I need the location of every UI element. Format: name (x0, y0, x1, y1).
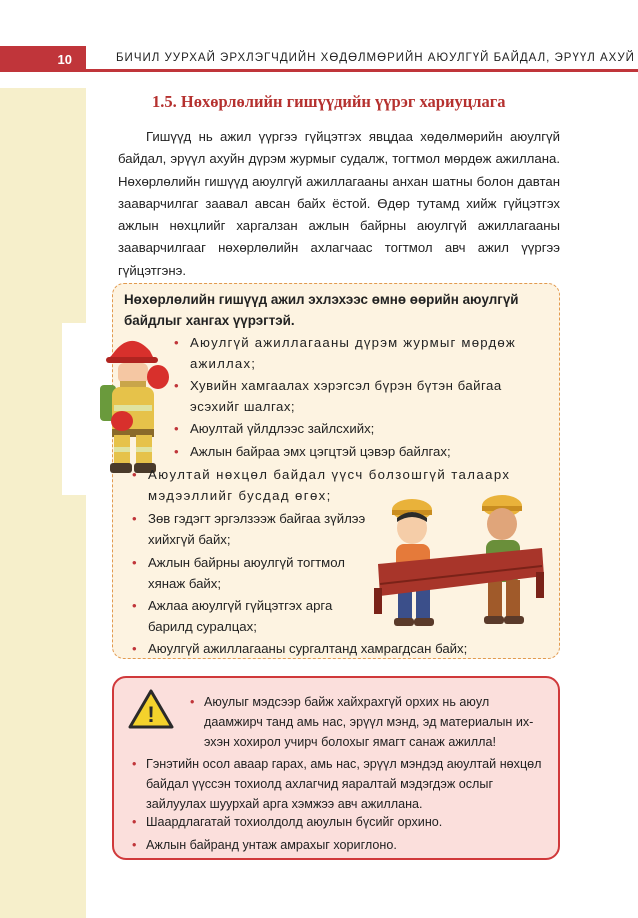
running-header: БИЧИЛ УУРХАЙ ЭРХЛЭГЧДИЙН ХӨДӨЛМӨРИЙН АЮУЛГҮЙ БАЙДАЛ, ЭРҮҮЛ АХУЙ (86, 46, 638, 72)
bullet-marker: • (132, 511, 137, 526)
warning-text: Шаардлагатай тохиолдолд аюулын бүсийг орхино. (146, 815, 443, 829)
warning-item (132, 754, 548, 815)
warning-icon (128, 688, 174, 730)
left-margin-notch (62, 323, 86, 495)
warning-text: Ажлын байранд унтаж амрахыг хориглоно. (146, 838, 397, 852)
duty-item (132, 552, 370, 594)
bullet-marker: • (174, 335, 179, 350)
bullet-marker: • (132, 815, 137, 829)
left-margin-stripe (0, 88, 86, 918)
bullet-marker: • (174, 421, 179, 436)
workers-illustration (372, 492, 548, 632)
warning-glyph: ! (147, 702, 155, 727)
duties-heading: Нөхөрлөлийн гишүүд ажил эхлэхээс өмнө өөрийн аюулгүй байдлыг хангах үүрэгтэй. (124, 292, 519, 328)
duty-text: Ажлын байрны аюулгүй тогтмол хянаж байх; (148, 555, 345, 591)
section-title: 1.5. Нөхөрлөлийн гишүүдийн үүрэг хариуцлага (152, 92, 506, 111)
bullet-marker: • (174, 444, 179, 459)
duty-text: Аюулгүй ажиллагааны дүрэм журмыг мөрдөж ажиллах; (190, 335, 516, 371)
duty-item (174, 332, 546, 374)
duty-text: Ажлын байраа эмх цэгцтэй цэвэр байлгах; (190, 444, 451, 459)
warning-item (190, 692, 548, 753)
bullet-marker: • (174, 378, 179, 393)
duty-text: Ажлаа аюулгүй гүйцэтгэх арга барилд суралцах; (148, 598, 333, 634)
duty-item (132, 638, 546, 659)
duty-item (174, 418, 546, 439)
duty-text: Аюулгүй ажиллагааны сургалтанд хамрагдсан байх; (148, 641, 468, 656)
bullet-marker: • (132, 598, 137, 613)
bullet-marker: • (132, 467, 139, 482)
intro-paragraph: Гишүүд нь ажил үүргээ гүйцэтгэх явцдаа хөдөлмөрийн аюулгүй байдал, эрүүл ахуйн дүрэм журмыг судалж, тогтмол мөрдөж ажиллана. Нөхөрлөлийн гишүүд аюулгүй ажиллагааны анхан шатны болон давтан зааварчилгаг заавал авсан байх ёстой. Өдөр тутамд хийж гүйцэтгэх ажлын нөхцлийг харгалзан ажлын байрны аюулгүй ажиллагааны зааварчилгааг нөхөрлөлийн ахлагчаас тогтмол авч ажил үүргээ гүйцэтгэнэ. (118, 129, 560, 278)
duty-text: Хувийн хамгаалах хэрэгсэл бүрэн бүтэн байгаа эсэхийг шалгах; (190, 378, 502, 414)
warning-text: Аюулыг мэдсээр байж хайхрахгүй орхих нь аюул даамжирч танд амь нас, эрүүл мэнд, эд материалын ихэхэн хохирол учирч болохыг ямагт санаж ажилла! (204, 695, 534, 750)
duty-item (174, 441, 546, 462)
warning-item (132, 835, 548, 855)
bullet-marker: • (132, 838, 137, 852)
warning-item (132, 812, 548, 832)
duty-item (132, 595, 370, 637)
firefighter-illustration (84, 325, 176, 475)
bullet-marker: • (132, 757, 137, 771)
duty-text: Зөв гэдэгт эргэлзээж байгаа зүйлээ хийхгүй байх; (148, 511, 366, 547)
duty-text: Аюултай нөхцөл байдал үүсч болзошгүй талаарх мэдээллийг бусдад өгөх; (148, 467, 511, 503)
warning-text: Гэнэтийн осол аваар гарах, амь нас, эрүүл мэндэд аюултай нөхцөл байдал үүссэн тохиолд ахлагчид яаралтай мэдэгдэж ослыг зайлуулах шуурхай арга хэмжээ авч ажиллана. (146, 757, 542, 812)
duty-text: Аюултай үйлдлээс зайлсхийх; (190, 421, 375, 436)
bullet-marker: • (132, 555, 137, 570)
page-number: 10 (0, 46, 86, 72)
bullet-marker: • (132, 641, 137, 656)
bullet-marker: • (190, 695, 195, 709)
duty-item (132, 508, 370, 550)
duty-item (174, 375, 546, 417)
